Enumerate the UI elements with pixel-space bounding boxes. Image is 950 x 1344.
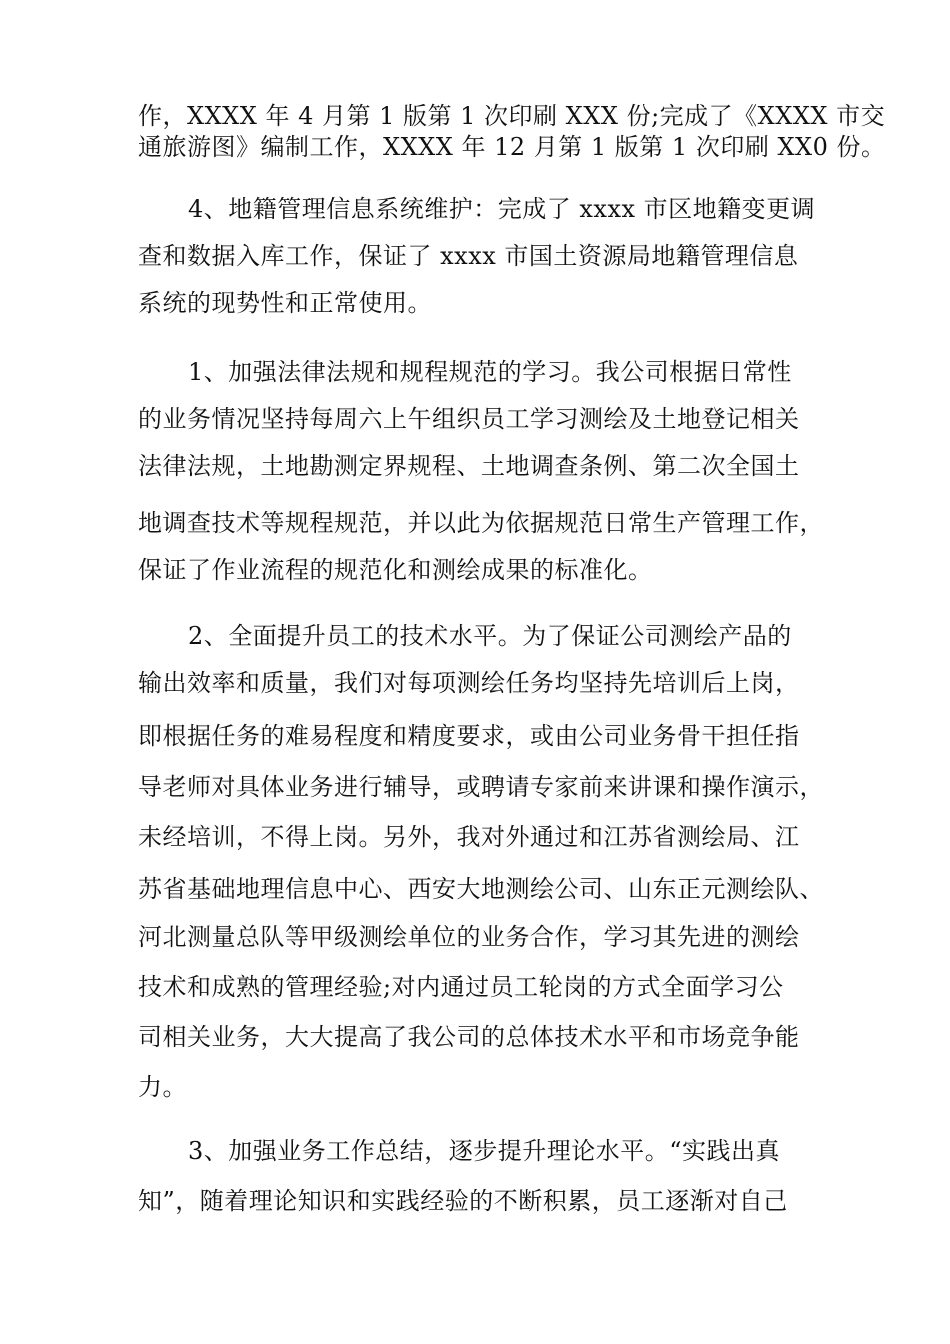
text-line: 保证了作业流程的规范化和测绘成果的标准化。 xyxy=(138,556,653,584)
text-line: 法律法规，土地勘测定界规程、土地调查条例、第二次全国土 xyxy=(138,452,800,480)
text-line: 知”，随着理论知识和实践经验的不断积累，员工逐渐对自己 xyxy=(138,1187,788,1215)
text-line: 2、全面提升员工的技术水平。为了保证公司测绘产品的 xyxy=(188,622,792,650)
text-line: 河北测量总队等甲级测绘单位的业务合作，学习其先进的测绘 xyxy=(138,923,800,951)
text-line: 技术和成熟的管理经验;对内通过员工轮岗的方式全面学习公 xyxy=(138,973,784,1001)
text-line: 的业务情况坚持每周六上午组织员工学习测绘及土地登记相关 xyxy=(138,405,800,433)
text-line: 输出效率和质量，我们对每项测绘任务均坚持先培训后上岗， xyxy=(138,669,800,697)
text-line: 司相关业务，大大提高了我公司的总体技术水平和市场竞争能 xyxy=(138,1023,800,1051)
text-line: 4、地籍管理信息系统维护：完成了 xxxx 市区地籍变更调 xyxy=(188,195,816,223)
text-line: 通旅游图》编制工作，XXXX 年 12 月第 1 版第 1 次印刷 XX0 份。 xyxy=(138,133,886,161)
text-line: 即根据任务的难易程度和精度要求，或由公司业务骨干担任指 xyxy=(138,722,800,750)
text-line: 1、加强法律法规和规程规范的学习。我公司根据日常性 xyxy=(188,358,792,386)
text-line: 导老师对具体业务进行辅导，或聘请专家前来讲课和操作演示， xyxy=(138,773,824,801)
text-line: 未经培训，不得上岗。另外，我对外通过和江苏省测绘局、江 xyxy=(138,823,800,851)
text-line: 苏省基础地理信息中心、西安大地测绘公司、山东正元测绘队、 xyxy=(138,875,824,903)
text-line: 3、加强业务工作总结，逐步提升理论水平。“实践出真 xyxy=(188,1137,781,1165)
text-line: 作，XXXX 年 4 月第 1 版第 1 次印刷 XXX 份;完成了《XXXX 市交 xyxy=(138,102,886,130)
text-line: 地调查技术等规程规范，并以此为依据规范日常生产管理工作， xyxy=(138,509,824,537)
text-line: 力。 xyxy=(138,1073,187,1101)
text-line: 查和数据入库工作，保证了 xxxx 市国土资源局地籍管理信息 xyxy=(138,242,799,270)
text-line: 系统的现势性和正常使用。 xyxy=(138,289,432,317)
